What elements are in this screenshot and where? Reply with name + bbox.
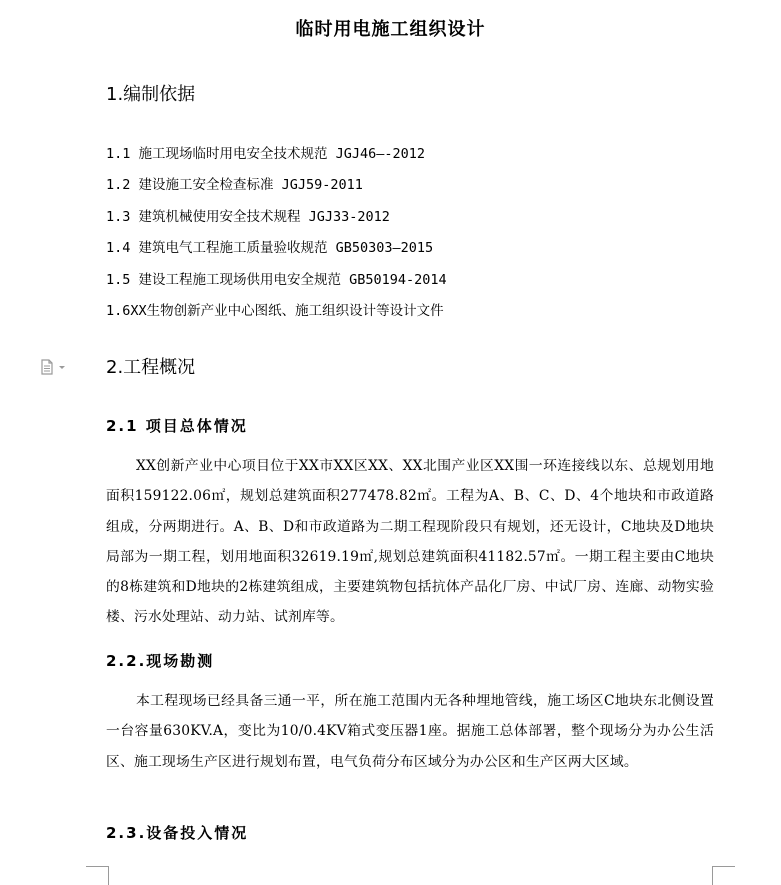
- reference-item: 1.2 建设施工安全检查标准 JGJ59-2011: [106, 177, 363, 194]
- section-heading-basis: 1.编制依据: [106, 84, 196, 105]
- reference-item: 1.5 建设工程施工现场供用电安全规范 GB50194-2014: [106, 271, 447, 288]
- page-corner-mark-left: [86, 866, 109, 885]
- subsection-heading-overall: 2.1 项目总体情况: [106, 417, 248, 435]
- reference-item: 1.4 建筑电气工程施工质量验收规范 GB50303—2015: [106, 240, 434, 257]
- document-options-icon[interactable]: [40, 358, 70, 376]
- reference-item: 1.6XX生物创新产业中心图纸、施工组织设计等设计文件: [106, 302, 444, 319]
- section-heading-overview: 2.工程概况: [106, 357, 196, 378]
- reference-item: 1.3 建筑机械使用安全技术规程 JGJ33-2012: [106, 208, 390, 225]
- page-corner-mark-right: [712, 866, 735, 885]
- reference-item: 1.1 施工现场临时用电安全技术规范 JGJ46—-2012: [106, 146, 426, 162]
- reference-list: [106, 141, 447, 329]
- subsection-heading-equipment: 2.3.设备投入情况: [106, 824, 249, 842]
- paragraph-overall: XX创新产业中心项目位于XX市XX区XX、XX北围产业区XX围一环连接线以东、总规划用地面积159122.06㎡，规划总建筑面积277478.82㎡。工程为A、B、C、D、4个地块和市政道路组成，分两期进行。A、B、D和市政道路为二期工程现阶段只有规划，还无设计，C地块及D地块局部为一期工程，划用地面积32619.19㎡,规划总建筑面积41182.57㎡。一期工程主要由C地块的8栋建筑和D地块的2栋建筑组成，主要建筑物包括抗体产品化厂房、中试厂房、连廊、动物实验楼、污水处理站、动力站、试剂库等。: [106, 458, 714, 626]
- subsection-heading-survey: 2.2.现场勘测: [106, 652, 215, 670]
- document-title: 临时用电施工组织设计: [295, 19, 486, 40]
- paragraph-survey: 本工程现场已经具备三通一平，所在施工范围内无各种埋地管线，施工场区C地块东北侧设置一台容量630KV.A，变比为10/0.4KV箱式变压器1座。据施工总体部署，整个现场分为办公生活区、施工现场生产区进行规划布置，电气负荷分布区域分为办公区和生产区两大区域。: [106, 693, 714, 770]
